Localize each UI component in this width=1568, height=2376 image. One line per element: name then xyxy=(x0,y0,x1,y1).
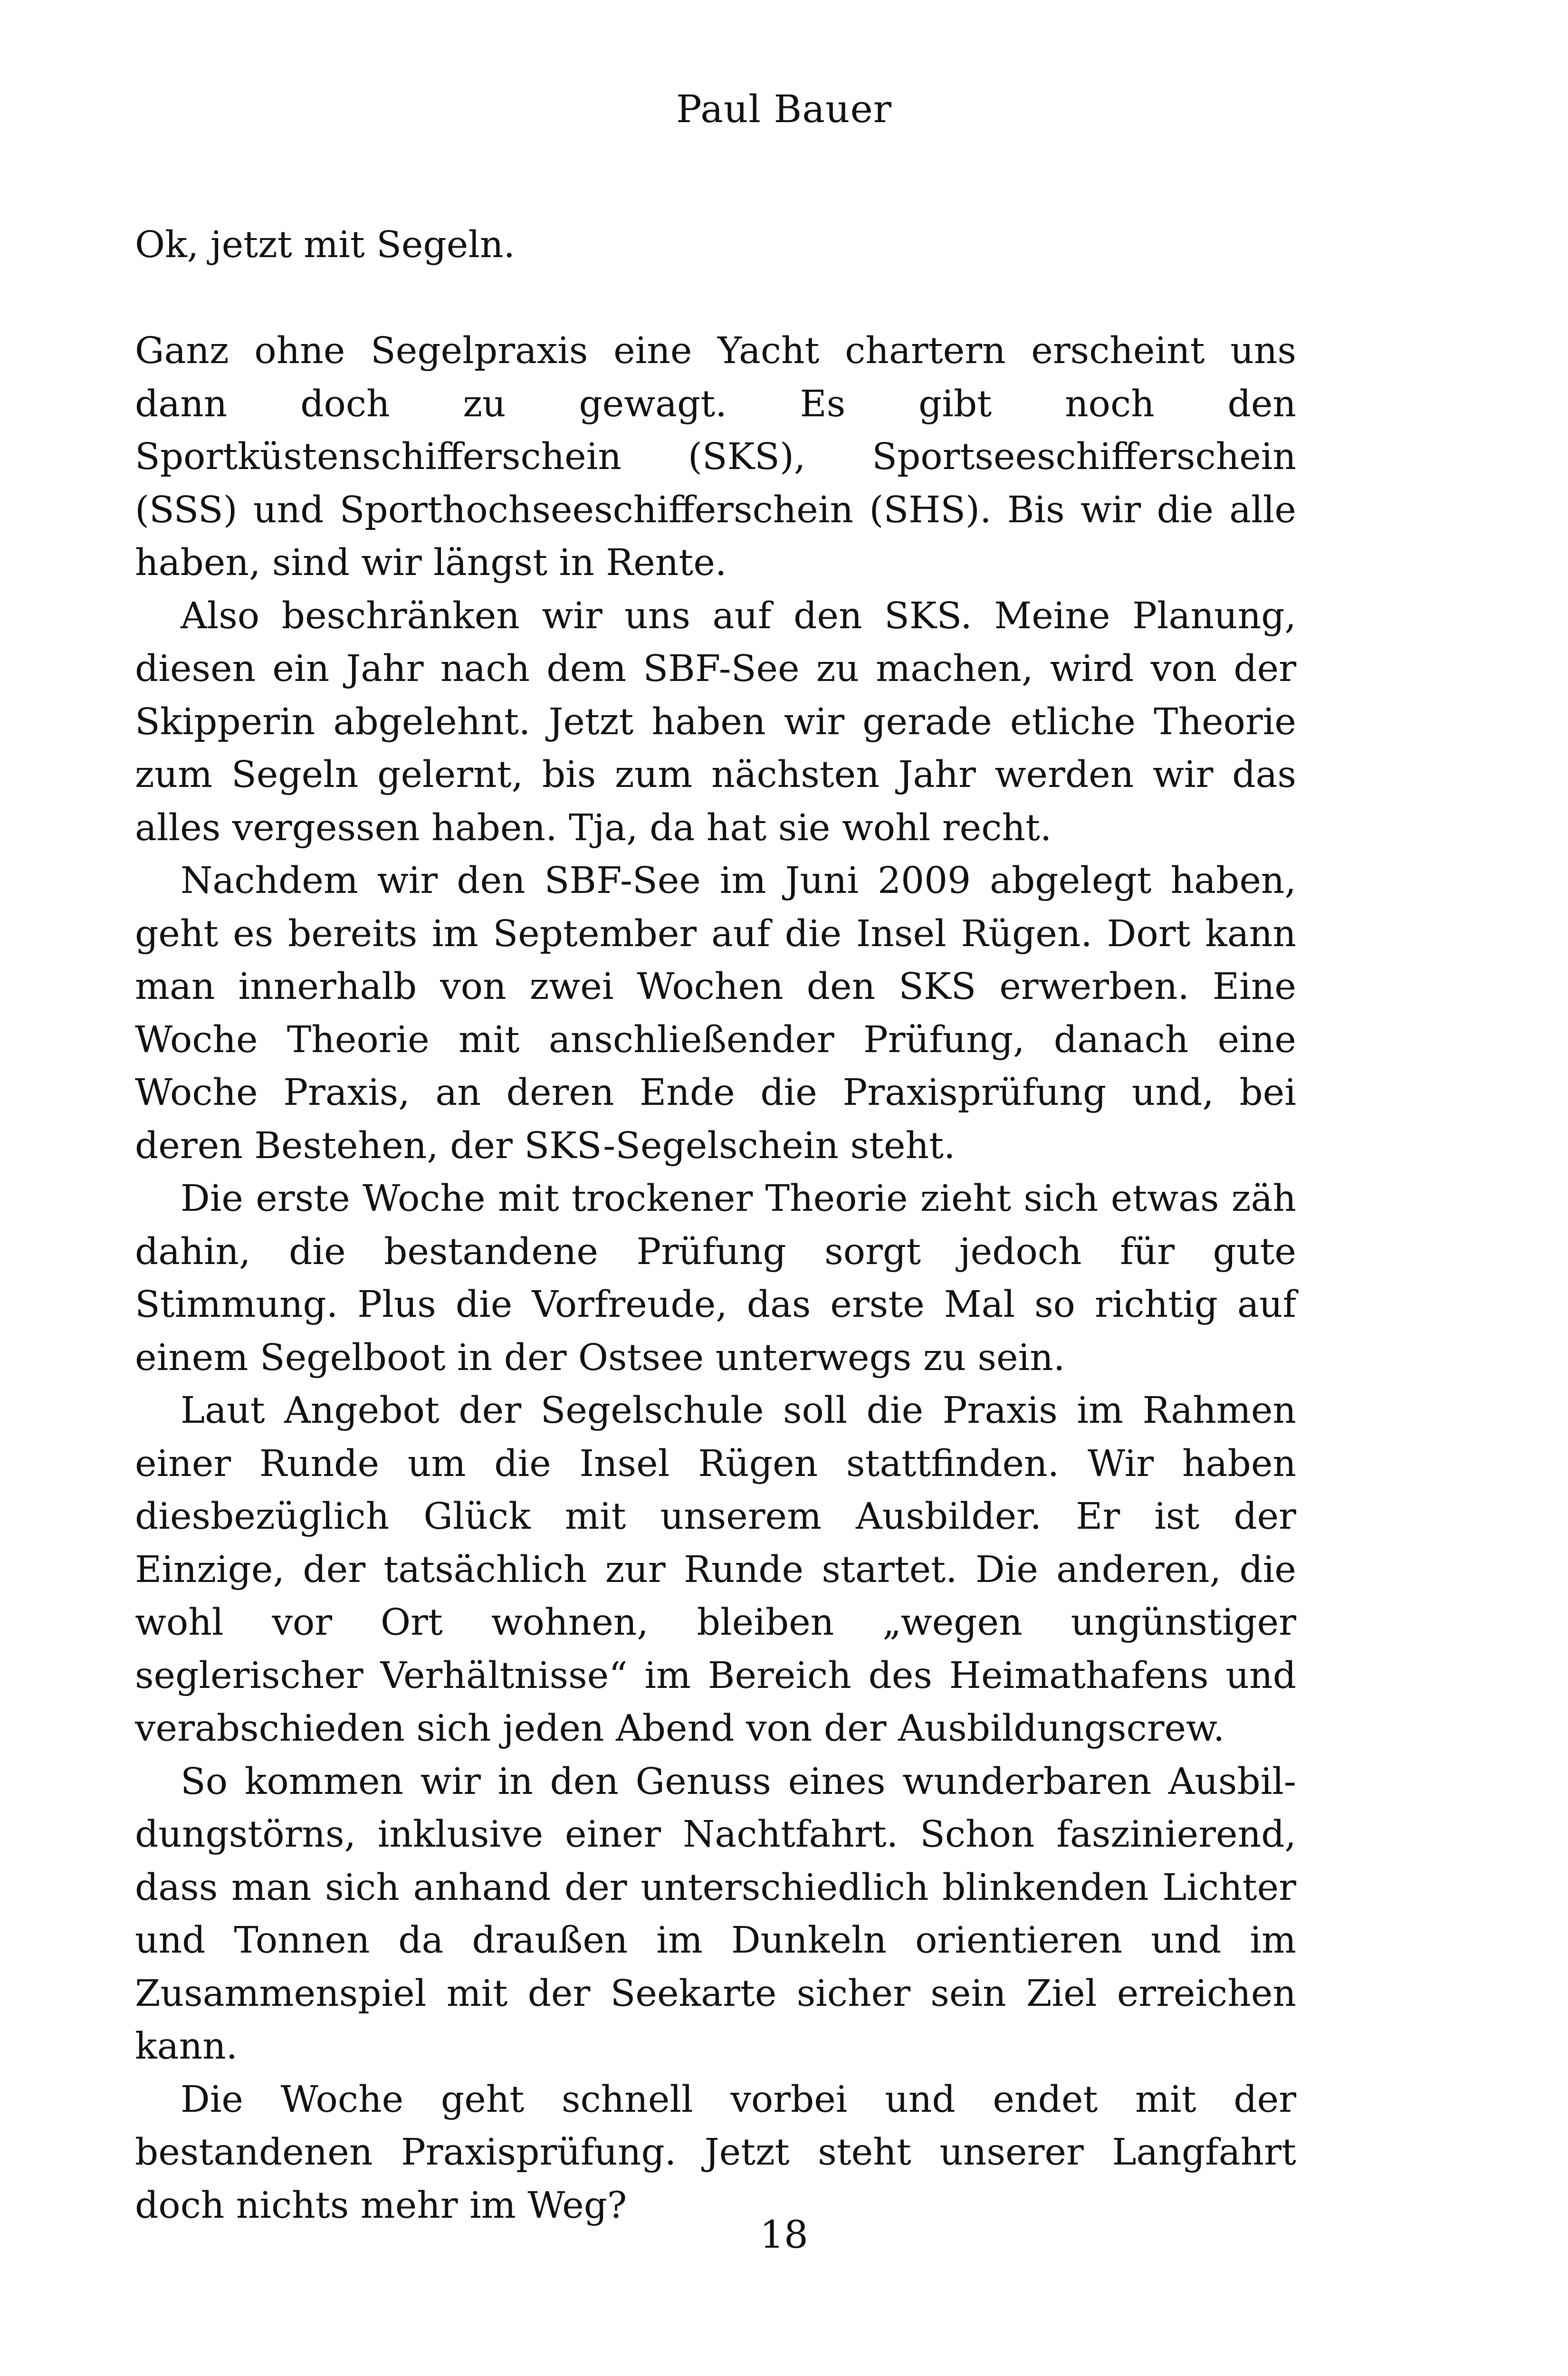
paragraph-opening: Ok, jetzt mit Segeln. xyxy=(135,224,516,266)
paragraph: Die erste Woche mit trockener Theorie zieht sich etwas zäh dahin, die bestandene Prüfung sorgt jedoch für gute Stimmung. Plus die Vorfreude, das erste Mal so richtig auf einem Segelboot in der Ostsee unterwegs zu sein. xyxy=(135,1178,1296,1379)
paragraph: Also beschränken wir uns auf den SKS. Meine Planung, diesen ein Jahr nach dem SBF-See zu machen, wird von der Skipperin abgelehnt. Jetzt haben wir gerade etliche Theorie zum Segeln gelernt, bis zum nächsten Jahr werden wir das alles vergessen haben. Tja, da hat sie wohl recht. xyxy=(135,594,1296,849)
paragraph: Laut Angebot der Segelschule soll die Praxis im Rahmen einer Runde um die Insel Rügen stattfinden. Wir haben diesbezüglich Glück mit unserem Ausbilder. Er ist der Einzige, der tatsächlich zur Runde startet. Die anderen, die wohl vor Ort wohnen, bleiben „wegen ungünstiger seglerischer Verhältnisse“ im Bereich des Heimathafens und verabschieden sich jeden Abend von der Ausbildungscrew. xyxy=(135,1389,1296,1750)
running-head-author: Paul Bauer xyxy=(676,87,892,131)
paragraph: Nachdem wir den SBF-See im Juni 2009 abgelegt haben, geht es bereits im September auf die Insel Rügen. Dort kann man innerhalb von zwei Wochen den SKS erwerben. Eine Woche Theorie mit anschließender Prüfung, danach eine Woche Praxis, an deren Ende die Praxisprüfung und, bei deren Bestehen, der SKS-Segelschein steht. xyxy=(135,860,1296,1167)
paragraph: Ganz ohne Segelpraxis eine Yacht chartern erscheint uns dann doch zu gewagt. Es gibt noch den Sportküstenschifferschein (SKS), Sportseeschifferschein (SSS) und Sporthochseeschifferschein (SHS). Bis wir die alle haben, sind wir längst in Rente. xyxy=(135,330,1296,584)
paragraph: So kommen wir in den Genuss eines wunderbaren Ausbildungstörns, inklusive einer Nachtfahrt. Schon faszinierend, dass man sich anhand der unterschiedlich blinkenden Lichter und Tonnen da draußen im Dunkeln orientieren und im Zusammenspiel mit der Seekarte sicher sein Ziel erreichen kann. xyxy=(135,1760,1296,2068)
paragraph: Die Woche geht schnell vorbei und endet mit der bestandenen Praxisprüfung. Jetzt steht unserer Langfahrt doch nichts mehr im Weg? xyxy=(135,2078,1296,2227)
page-number: 18 xyxy=(760,2213,808,2257)
body-text xyxy=(135,219,1296,2232)
